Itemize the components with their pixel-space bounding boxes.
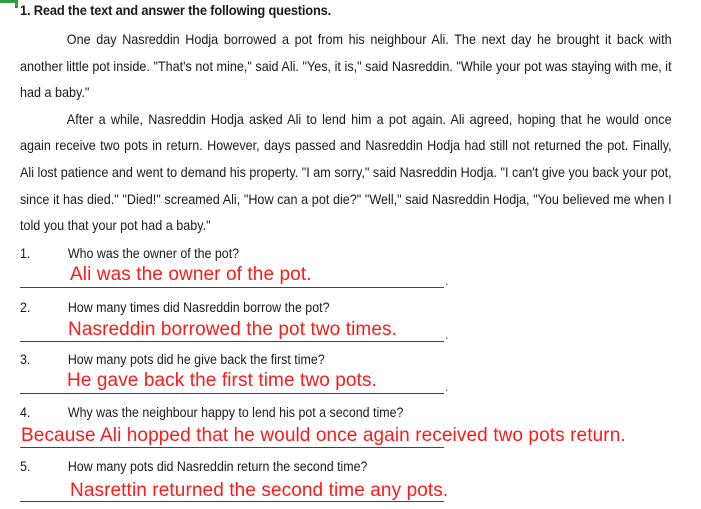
question-number: 4.	[20, 405, 31, 420]
question-4	[20, 405, 403, 420]
passage-paragraph-1: One day Nasreddin Hodja borrowed a pot from his neighbour Ali. The next day he brought it back with another little pot inside. "That's not mine," said Ali. "Yes, it is," said Nasreddin. "While your pot was staying with me, it had a baby."	[20, 31, 672, 101]
answer-line-2	[20, 341, 444, 342]
question-3	[20, 352, 325, 367]
answer-line-1	[20, 287, 444, 288]
question-text: How many pots did Nasreddin return the second time?	[67, 459, 368, 474]
question-number: 2.	[20, 300, 31, 315]
question-1	[20, 246, 239, 261]
answer-line-3	[20, 393, 444, 394]
reading-passage	[20, 26, 672, 239]
corner-mark-vertical	[15, 0, 18, 8]
question-text: Who was the owner of the pot?	[67, 246, 240, 261]
answer-1[interactable]: Ali was the owner of the pot.	[70, 264, 312, 285]
question-number: 5.	[20, 459, 31, 474]
answer-5[interactable]: Nasrettin returned the second time any pots.	[70, 480, 449, 501]
question-text: How many pots did he give back the first time?	[67, 352, 325, 367]
answer-2[interactable]: Nasreddin borrowed the pot two times.	[68, 319, 397, 340]
passage-paragraph-2: After a while, Nasreddin Hodja asked Ali to lend him a pot again. Ali agreed, hoping that he would once again receive two pots in return. However, days passed and Nasreddin Hodja had still not returned the pot. Finally, Ali lost patience and went to demand his property. "I am sorry," said Nasreddin Hodja. "I can't give you back your pot, since it has died." "Died!" screamed Ali, "How can a pot die?" "Well," said Nasreddin Hodja, "You believed me when I told you that your pot had a baby."	[20, 110, 672, 234]
question-text: Why was the neighbour happy to lend his pot a second time?	[67, 405, 404, 420]
question-number: 1.	[20, 246, 31, 261]
question-2	[20, 300, 329, 315]
question-text: How many times did Nasreddin borrow the pot?	[67, 300, 330, 315]
answer-end-mark-1: .	[445, 274, 449, 288]
answer-line-5	[20, 501, 444, 502]
answer-end-mark-3: .	[445, 380, 449, 394]
question-5	[20, 459, 367, 474]
question-number: 3.	[20, 352, 31, 367]
answer-3[interactable]: He gave back the first time two pots.	[67, 370, 377, 391]
exercise-heading: 1. Read the text and answer the following questions.	[20, 2, 332, 18]
answer-line-4	[20, 447, 444, 448]
answer-4[interactable]: Because Ali hopped that he would once again received two pots return.	[21, 425, 626, 446]
answer-end-mark-2: .	[445, 328, 449, 342]
